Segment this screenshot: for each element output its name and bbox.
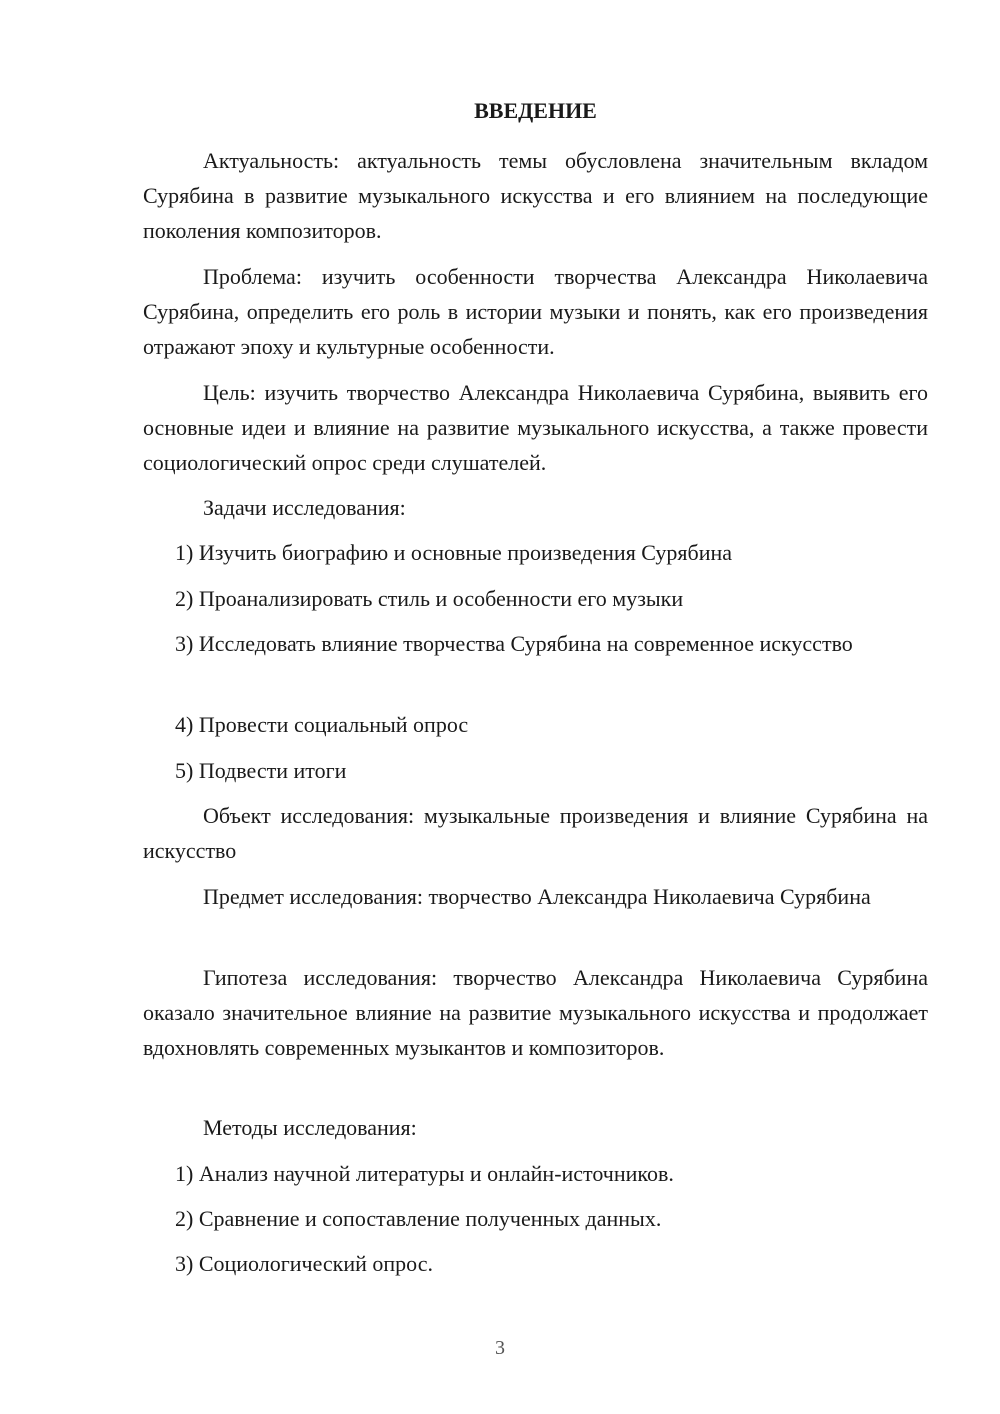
method-item: 1) Анализ научной литературы и онлайн-источников. xyxy=(175,1161,674,1186)
object-paragraph: Объект исследования: музыкальные произведения и влияние Сурябина на искусство xyxy=(143,803,928,863)
task-item: 2) Проанализировать стиль и особенности его музыки xyxy=(175,586,684,611)
problem-paragraph: Проблема: изучить особенности творчества Александра Николаевича Сурябина, определить его роль в истории музыки и понять, как его произведения отражают эпоху и культурные особенности. xyxy=(143,264,928,359)
goal-paragraph: Цель: изучить творчество Александра Николаевича Сурябина, выявить его основные идеи и влияние на развитие музыкального искусства, а также провести социологический опрос среди слушателей. xyxy=(143,380,928,475)
method-item: 2) Сравнение и сопоставление полученных данных. xyxy=(175,1206,662,1231)
subject-paragraph: Предмет исследования: творчество Александра Николаевича Сурябина xyxy=(203,884,871,909)
hypothesis-paragraph: Гипотеза исследования: творчество Александра Николаевича Сурябина оказало значительное влияние на развитие музыкального искусства и продолжает вдохновлять современных музыкантов и композиторов. xyxy=(143,965,928,1060)
page-number: 3 xyxy=(495,1337,505,1359)
relevance-paragraph: Актуальность: актуальность темы обусловлена значительным вкладом Сурябина в развитие музыкального искусства и его влиянием на последующие поколения композиторов. xyxy=(143,148,928,243)
tasks-heading: Задачи исследования: xyxy=(203,495,406,520)
task-item: 5) Подвести итоги xyxy=(175,758,347,783)
section-title: ВВЕДЕНИЕ xyxy=(474,98,597,123)
task-item: 1) Изучить биографию и основные произведения Сурябина xyxy=(175,540,733,565)
task-item: 4) Провести социальный опрос xyxy=(175,712,469,737)
method-item: 3) Социологический опрос. xyxy=(175,1251,433,1276)
task-item: 3) Исследовать влияние творчества Сурябина на современное искусство xyxy=(175,631,853,656)
methods-heading: Методы исследования: xyxy=(203,1115,417,1140)
